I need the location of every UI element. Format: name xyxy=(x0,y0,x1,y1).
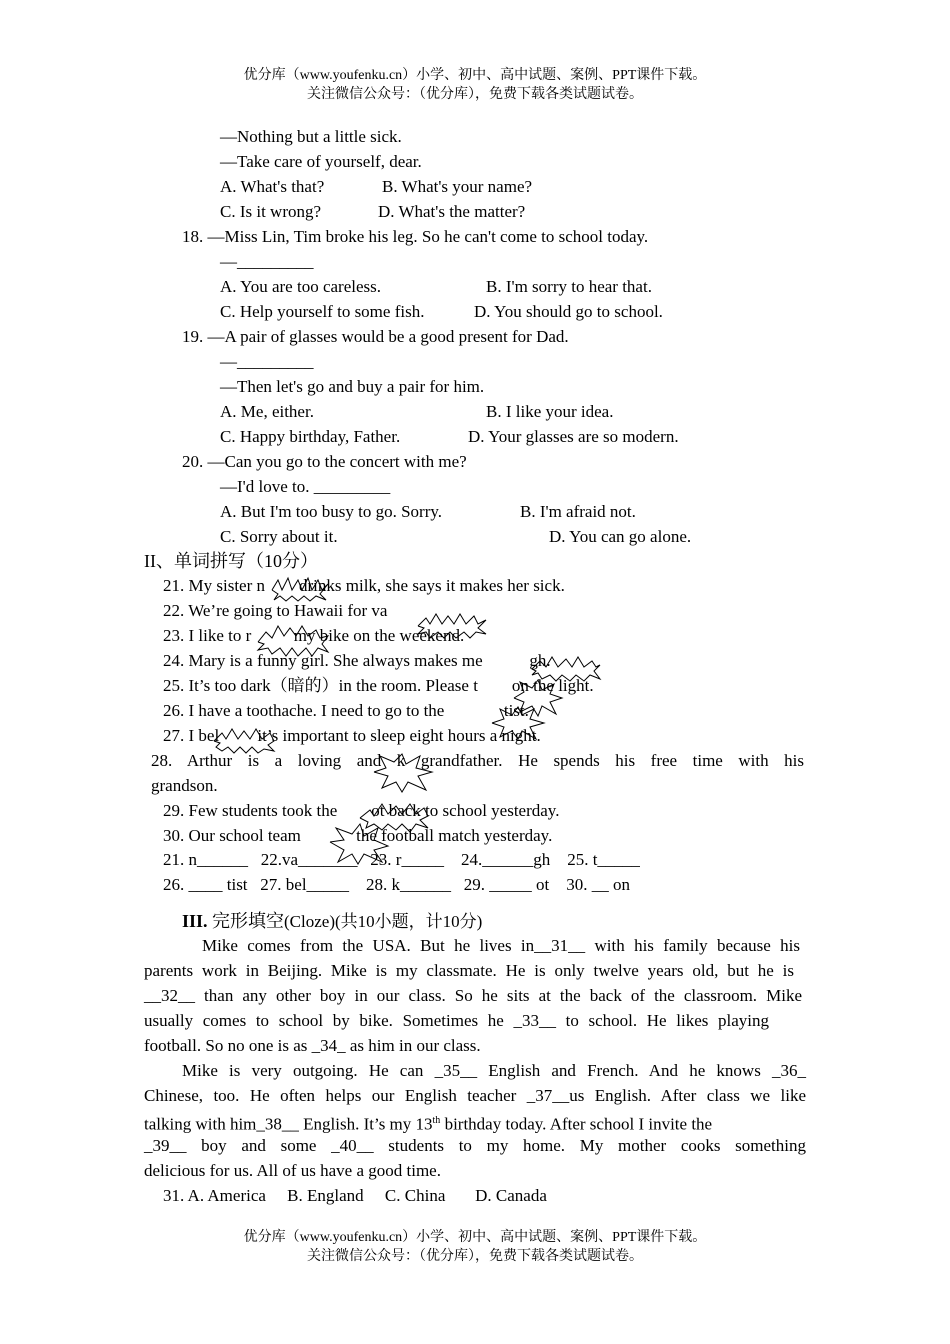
q23: 23. I like to r my bike on the weekend. xyxy=(163,626,465,645)
header-line-2: 关注微信公众号：（优分库），免费下载各类试题试卷。 xyxy=(307,87,643,102)
q19-option-b: B. I like your idea. xyxy=(486,402,614,421)
cloze-p2-line5: delicious for us. All of us have a good time. xyxy=(144,1161,441,1180)
cloze-p2-line3-sup: th xyxy=(432,1115,441,1126)
cloze-p2-line4: _39__ boy and some _40__ students to my home. My mother cooks something xyxy=(144,1136,806,1155)
q17-option-b: B. What's your name? xyxy=(382,177,533,196)
cloze-p2-line1: Mike is very outgoing. He can _35__ English and French. And he knows _36_ xyxy=(182,1061,806,1080)
footer-line-1: 优分库（www.youfenku.cn）小学、初中、高中试题、案例、PPT课件下载。 xyxy=(243,1230,707,1245)
footer-line-2: 关注微信公众号：（优分库），免费下载各类试题试卷。 xyxy=(307,1249,643,1264)
scribble-mark xyxy=(416,612,488,640)
q19-option-a: A. Me, either. xyxy=(220,402,314,421)
q26: 26. I have a toothache. I need to go to the tist. xyxy=(163,701,529,720)
q18-option-d: D. You should go to school. xyxy=(474,302,663,321)
cloze-p2-line2: Chinese, too. He often helps our English teacher _37__us English. After class we like xyxy=(144,1086,806,1105)
q19-option-d: D. Your glasses are so modern. xyxy=(468,427,679,446)
scribble-mark xyxy=(212,727,276,755)
q17-option-c: C. Is it wrong? xyxy=(220,202,322,221)
cloze-p1-line2: parents work in Beijing. Mike is my classmate. He is only twelve years old, but he is xyxy=(144,961,794,980)
q27: 27. I bel it’s important to sleep eight hours a night. xyxy=(163,726,541,745)
scribble-mark xyxy=(328,822,390,866)
answer-row-2: 26. ____ tist 27. bel_____ 28. k______ 29. _____ ot 30. __ on xyxy=(163,875,631,894)
answer-row-1: 21. n______ 22.va_______ 23. r_____ 24.______gh 25. t_____ xyxy=(163,850,640,869)
scribble-mark xyxy=(256,624,330,658)
q17-option-a: A. What's that? xyxy=(220,177,325,196)
q20-option-b: B. I'm afraid not. xyxy=(520,502,636,521)
q25: 25. It’s too dark（暗的）in the room. Please t on the light. xyxy=(163,676,594,695)
cloze-p2-line3-b: birthday today. After school I invite the xyxy=(440,1114,713,1134)
cloze-p1-line4: usually comes to school by bike. Sometimes he _33__ to school. He likes playing xyxy=(144,1011,769,1030)
q19-stem: 19. —A pair of glasses would be a good present for Dad. xyxy=(182,327,569,346)
q31: 31. A. America B. England C. China D. Canada xyxy=(163,1186,547,1205)
q20-option-a: A. But I'm too busy to go. Sorry. xyxy=(220,502,443,521)
cloze-p1-line1: Mike comes from the USA. But he lives in__31__ with his family because his xyxy=(202,936,800,955)
section3-roman: III. xyxy=(182,911,208,931)
q18-option-c: C. Help yourself to some fish. xyxy=(220,302,425,321)
header-line-1: 优分库（www.youfenku.cn）小学、初中、高中试题、案例、PPT课件下载。 xyxy=(243,68,707,83)
q18-blank: —_________ xyxy=(220,252,314,271)
q17-response: —Take care of yourself, dear. xyxy=(220,152,422,171)
q19-option-c: C. Happy birthday, Father. xyxy=(220,427,401,446)
scribble-mark xyxy=(270,576,330,602)
q19-blank: —_________ xyxy=(220,352,314,371)
q17-option-d: D. What's the matter? xyxy=(378,202,526,221)
q20-option-d: D. You can go alone. xyxy=(549,527,692,546)
q24: 24. Mary is a funny girl. She always makes me gh. xyxy=(163,651,551,670)
page-footer xyxy=(0,1228,950,1266)
q18-option-a: A. You are too careless. xyxy=(220,277,381,296)
q30: 30. Our school team the football match yesterday. xyxy=(163,826,553,845)
page-header xyxy=(0,66,950,104)
q20-option-c: C. Sorry about it. xyxy=(220,527,338,546)
q18-option-b: B. I'm sorry to hear that. xyxy=(486,277,652,296)
q18-stem: 18. —Miss Lin, Tim broke his leg. So he can't come to school today. xyxy=(182,227,649,246)
q17-reply: —Nothing but a little sick. xyxy=(220,127,402,146)
q22: 22. We’re going to Hawaii for va xyxy=(163,601,388,620)
section2-title: II、单词拼写（10分） xyxy=(144,551,318,571)
q29: 29. Few students took the ot back to school yesterday. xyxy=(163,801,560,820)
q20-response: —I'd love to. _________ xyxy=(220,477,391,496)
q19-response: —Then let's go and buy a pair for him. xyxy=(220,377,485,396)
cloze-p1-line5: football. So no one is as _34_ as him in our class. xyxy=(144,1036,481,1055)
section3-title-rest: (Cloze)(共10小题，计10分) xyxy=(284,912,483,931)
cloze-p1-line3: __32__ than any other boy in our class. So he sits at the back of the classroom. Mike xyxy=(144,986,802,1005)
section3-title xyxy=(182,909,482,934)
q28-line1: 28. Arthur is a loving and k grandfather. He spends his free time with his xyxy=(151,751,804,770)
scribble-mark xyxy=(372,752,434,794)
q28-line2: grandson. xyxy=(151,776,218,795)
cloze-p2-line3-a: talking with him_38__ English. It’s my 13 xyxy=(144,1114,433,1134)
q21: 21. My sister n drinks milk, she says it makes her sick. xyxy=(163,576,565,595)
cloze-p2-line3 xyxy=(144,1109,712,1137)
scribble-mark xyxy=(490,705,546,741)
q20-stem: 20. —Can you go to the concert with me? xyxy=(182,452,467,471)
section3-title-cn: 完形填空 xyxy=(207,911,285,931)
